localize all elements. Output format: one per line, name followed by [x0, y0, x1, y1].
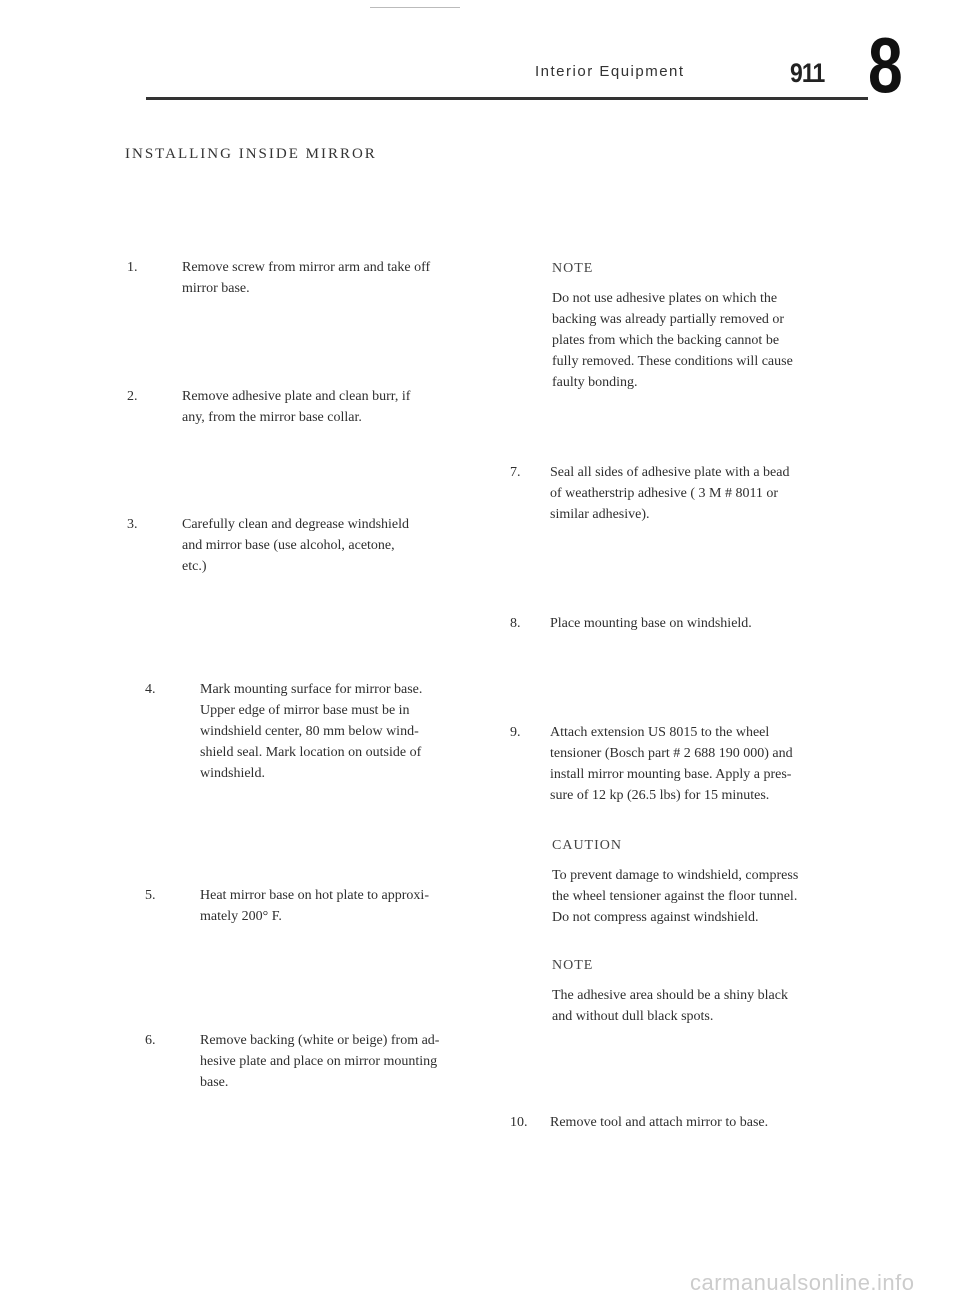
step-text: Remove tool and attach mirror to base. [550, 1115, 769, 1130]
step-number: 8. [510, 616, 521, 631]
header-title: Interior Equipment [535, 63, 685, 80]
step-number: 10. [510, 1115, 528, 1130]
step-number: 3. [127, 517, 138, 532]
header-chapter-number: 8 [868, 21, 903, 109]
step-number: 9. [510, 725, 521, 740]
step-number: 6. [145, 1033, 156, 1048]
step-text: Place mounting base on windshield. [550, 616, 752, 631]
note-2 [552, 955, 872, 1027]
step-number: 4. [145, 682, 156, 697]
caution-text: To prevent damage to windshield, compress the wheel tensioner against the floor tunnel. Do not compress against windshield. [552, 868, 799, 925]
note-text: The adhesive area should be a shiny black and without dull black spots. [552, 988, 788, 1024]
watermark-footer: carmanualsonline.info [690, 1270, 915, 1295]
step-text: Seal all sides of adhesive plate with a bead of weatherstrip adhesive ( 3 M # 8011 or similar adhesive). [550, 465, 790, 522]
top-faint-line [370, 7, 460, 8]
step-number: 5. [145, 888, 156, 903]
step-text: Heat mirror base on hot plate to approxi- mately 200° F. [200, 888, 429, 924]
step-text: Carefully clean and degrease windshield and mirror base (use alcohol, acetone, etc.) [182, 517, 410, 574]
note-label: NOTE [552, 958, 594, 973]
step-number: 2. [127, 389, 138, 404]
note-label: NOTE [552, 261, 594, 276]
step-text: Remove screw from mirror arm and take off mirror base. [182, 260, 431, 296]
step-number: 1. [127, 260, 138, 275]
header-rule [146, 97, 868, 100]
note-text: Do not use adhesive plates on which the backing was already partially removed or plates from which the backing cannot be fully removed. These conditions will cause faulty bonding. [552, 291, 793, 390]
step-text: Mark mounting surface for mirror base. Upper edge of mirror base must be in windshield center, 80 mm below wind- shield seal. Mark location on outside of windshield. [200, 682, 423, 781]
step-text: Attach extension US 8015 to the wheel tensioner (Bosch part # 2 688 190 000) and install mirror mounting base. Apply a pres- sure of 12 kp (26.5 lbs) for 15 minutes. [550, 725, 793, 803]
section-title: INSTALLING INSIDE MIRROR [125, 146, 377, 162]
note-1 [552, 258, 872, 393]
step-text: Remove backing (white or beige) from ad- hesive plate and place on mirror mounting base. [200, 1033, 440, 1090]
caution-label: CAUTION [552, 838, 622, 853]
step-number: 7. [510, 465, 521, 480]
header-model: 911 [790, 58, 825, 88]
caution-block [552, 835, 872, 928]
step-text: Remove adhesive plate and clean burr, if any, from the mirror base collar. [182, 389, 411, 425]
